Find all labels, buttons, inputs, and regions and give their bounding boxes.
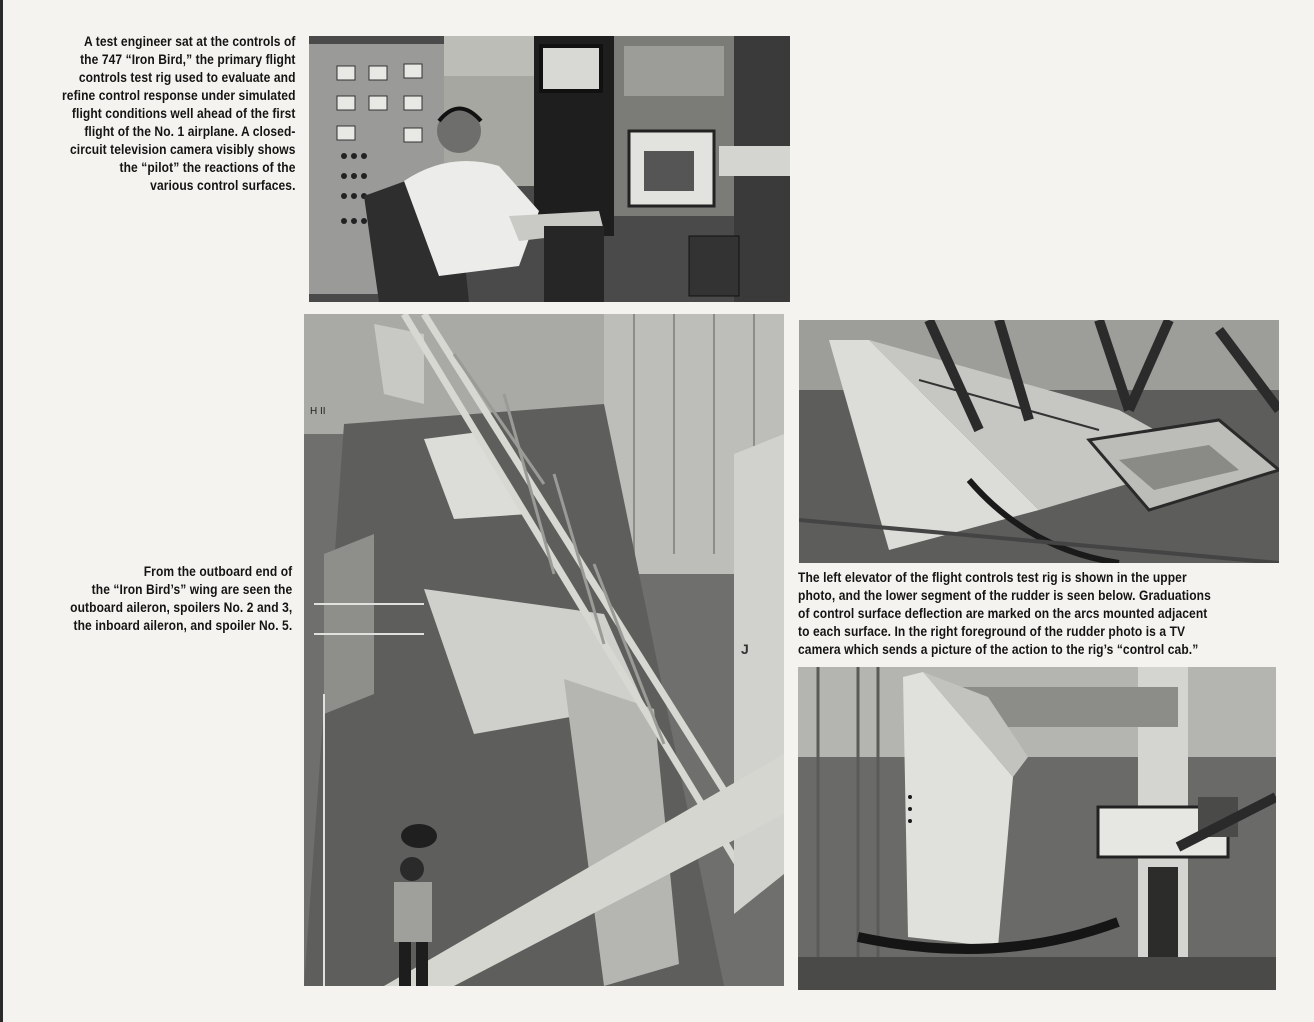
- photo-control-console: [309, 36, 790, 302]
- wing-outboard-image: [304, 314, 784, 986]
- caption-line: the “pilot” the reactions of the: [119, 159, 297, 175]
- control-console-image: [309, 36, 790, 302]
- caption-elevator-rudder: [798, 568, 1211, 658]
- caption-line: the inboard aileron, and spoiler No. 5.: [73, 617, 293, 633]
- caption-line: of control surface deflection are marked on the arcs mounted adjacent: [798, 605, 1208, 621]
- caption-line: From the outboard end of: [143, 563, 292, 579]
- caption-line: controls test rig used to evaluate and: [79, 69, 297, 85]
- caption-line: the “Iron Bird’s” wing are seen the: [91, 581, 292, 597]
- photo-left-elevator: [799, 320, 1279, 563]
- rudder-image: [798, 667, 1276, 990]
- left-elevator-image: [799, 320, 1279, 563]
- wing-label-h: H II: [310, 406, 326, 417]
- photo-wing-outboard: [304, 314, 784, 986]
- caption-line: circuit television camera visibly shows: [70, 141, 296, 157]
- caption-line: refine control response under simulated: [62, 87, 296, 103]
- caption-line: to each surface. In the right foreground of the rudder photo is a TV: [798, 623, 1186, 639]
- caption-line: The left elevator of the flight controls test rig is shown in the upper: [798, 569, 1187, 585]
- caption-control-engineer: [62, 32, 296, 194]
- caption-line: flight conditions well ahead of the first: [72, 105, 296, 121]
- wing-label-j: J: [741, 641, 749, 657]
- page-binding-edge: [0, 0, 3, 1022]
- photo-rudder: [798, 667, 1276, 990]
- caption-wing-outboard: [70, 562, 292, 634]
- caption-line: various control surfaces.: [150, 177, 296, 193]
- caption-line: flight of the No. 1 airplane. A closed-: [84, 123, 296, 139]
- caption-line: the 747 “Iron Bird,” the primary flight: [80, 51, 296, 67]
- caption-line: A test engineer sat at the controls of: [84, 33, 296, 49]
- caption-line: outboard aileron, spoilers No. 2 and 3,: [69, 599, 292, 615]
- caption-line: camera which sends a picture of the action to the rig’s “control cab.”: [798, 641, 1199, 657]
- caption-line: photo, and the lower segment of the rudder is seen below. Graduations: [798, 587, 1211, 603]
